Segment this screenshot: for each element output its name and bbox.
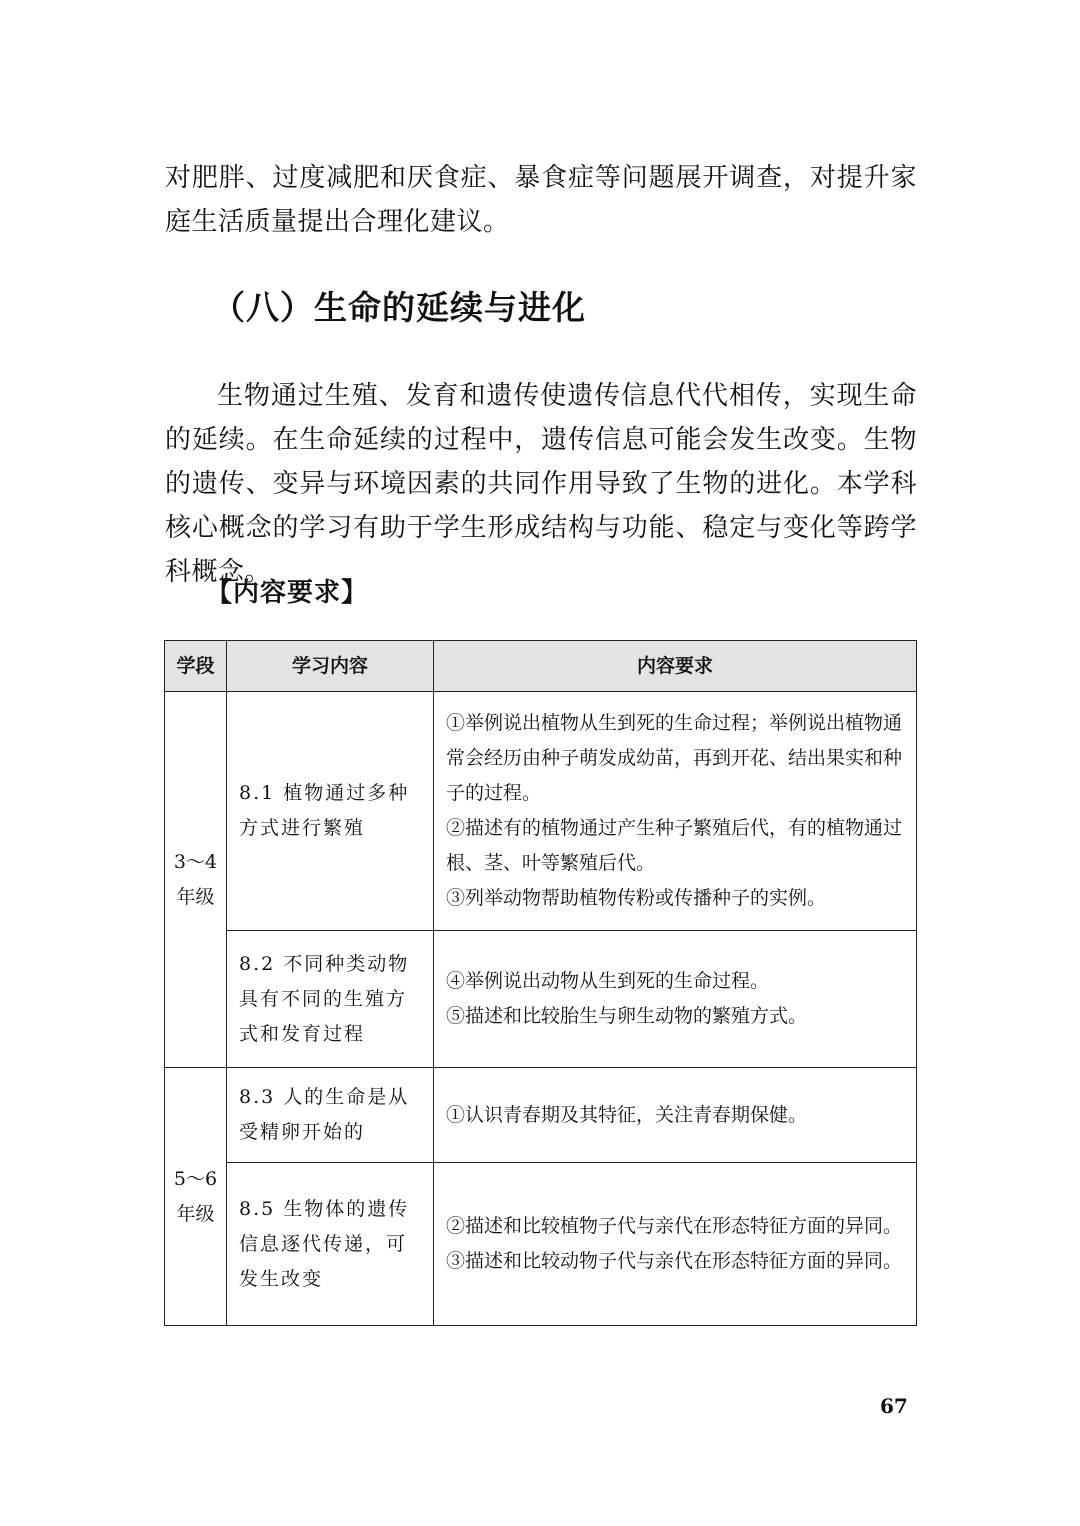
table-row: [165, 692, 917, 931]
requirements-cell: [434, 1068, 917, 1163]
section-title: （八）生命的延续与进化: [212, 288, 586, 327]
requirement-item: ②描述有的植物通过产生种子繁殖后代，有的植物通过根、茎、叶等繁殖后代。: [446, 817, 903, 874]
requirements-cell: [434, 931, 917, 1068]
stage-label: 年级: [176, 1202, 215, 1225]
section-intro-paragraph: 生物通过生殖、发育和遗传使遗传信息代代相传，实现生命的延续。在生命延续的过程中，遗传信息可能会发生改变。生物的遗传、变异与环境因素的共同作用导致了生物的进化。本学科核心概念的学习有助于学生形成结构与功能、稳定与变化等跨学科概念。: [165, 381, 917, 587]
stage-label: 3～4: [173, 850, 218, 873]
table-row: [165, 1163, 917, 1326]
requirement-item: ⑤描述和比较胎生与卵生动物的繁殖方式。: [446, 1005, 808, 1027]
requirement-item: ①认识青春期及其特征，关注青春期保健。: [446, 1103, 808, 1126]
header-requirements: 内容要求: [434, 641, 917, 692]
content-requirements-heading: 【内容要求】: [206, 578, 369, 608]
header-content: 学习内容: [227, 641, 434, 692]
page-number: 67: [880, 1394, 908, 1418]
requirement-item: ③描述和比较动物子代与亲代在形态特征方面的异同。: [446, 1250, 903, 1272]
stage-cell-3-4: [165, 692, 227, 1068]
requirements-cell: [434, 1163, 917, 1326]
stage-label: 5～6: [173, 1167, 218, 1190]
requirement-item: ①举例说出植物从生到死的生命过程；举例说出植物通常会经历由种子萌发成幼苗，再到开花、结出果实和种子的过程。: [446, 712, 903, 804]
requirement-item: ④举例说出动物从生到死的生命过程。: [446, 970, 770, 992]
requirement-item: ③列举动物帮助植物传粉或传播种子的实例。: [446, 887, 827, 909]
topic-cell: 8.3 人的生命是从受精卵开始的: [227, 1068, 434, 1163]
topic-cell: 8.5 生物体的遗传信息逐代传递，可发生改变: [227, 1163, 434, 1326]
topic-cell: 8.1 植物通过多种方式进行繁殖: [227, 692, 434, 931]
requirement-item: ②描述和比较植物子代与亲代在形态特征方面的异同。: [446, 1215, 903, 1237]
table-row: [165, 1068, 917, 1163]
stage-label: 年级: [176, 885, 215, 908]
table-header-row: [165, 641, 917, 692]
requirements-cell: [434, 692, 917, 931]
header-stage: 学段: [165, 641, 227, 692]
topic-cell: 8.2 不同种类动物具有不同的生殖方式和发育过程: [227, 931, 434, 1068]
content-requirements-table: [164, 640, 917, 1326]
continuation-paragraph: 对肥胖、过度减肥和厌食症、暴食症等问题展开调查，对提升家庭生活质量提出合理化建议。: [165, 163, 917, 237]
table-row: [165, 931, 917, 1068]
stage-cell-5-6: [165, 1068, 227, 1326]
